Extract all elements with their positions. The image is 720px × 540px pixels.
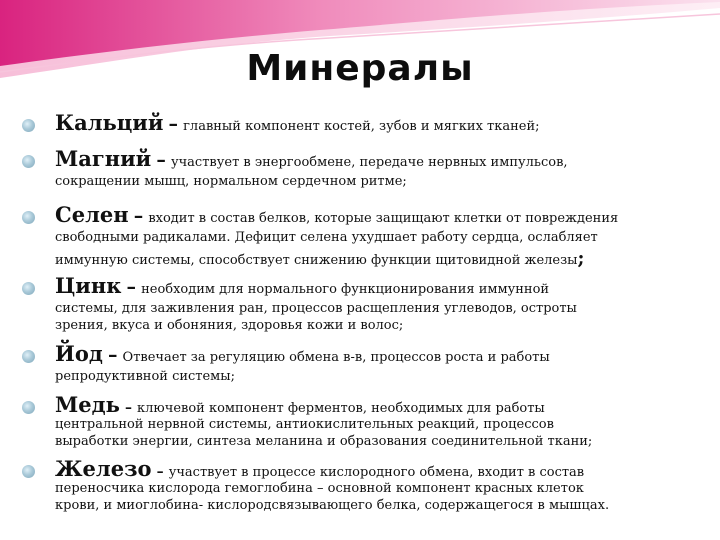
bullet-icon: [22, 465, 35, 478]
continuation-line: [55, 247, 585, 269]
mineral-description: входит в состав белков, которые защищают клетки от повреждения: [148, 211, 619, 226]
trailing-semicolon: ;: [577, 247, 585, 269]
continuation-line: переносчика кислорода гемоглобина – основной компонент красных клеток: [55, 481, 584, 496]
mineral-description: необходим для нормального функционирования иммунной: [141, 282, 550, 297]
dash: –: [133, 205, 144, 227]
item-first-line: [55, 202, 618, 227]
bullet-icon: [22, 350, 35, 363]
continuation-line: репродуктивной системы;: [55, 369, 236, 384]
continuation-line: системы, для заживления ран, процессов расщепления углеводов, остроты: [55, 301, 577, 316]
slide-title: Минералы: [246, 48, 474, 89]
item-first-line: [55, 456, 584, 481]
bullet-icon: [22, 155, 35, 168]
bullet-icon: [22, 282, 35, 295]
item-first-line: [55, 110, 540, 135]
mineral-name: Железо: [55, 456, 152, 481]
continuation-line: свободными радикалами. Дефицит селена ухудшает работу сердца, ослабляет: [55, 230, 598, 245]
mineral-name: Медь: [55, 392, 120, 417]
mineral-description: участвует в энергообмене, передаче нервных импульсов,: [170, 155, 568, 170]
continuation-line: центральной нервной системы, антиокислительных реакций, процессов: [55, 417, 554, 432]
mineral-name: Йод: [55, 341, 103, 366]
continuation-text: иммунную системы, способствует снижению функции щитовидной железы: [55, 253, 578, 268]
item-first-line: [55, 341, 550, 366]
dash: –: [126, 276, 136, 298]
mineral-description: главный компонент костей, зубов и мягких тканей;: [183, 119, 540, 134]
dash: –: [156, 464, 164, 480]
continuation-line: крови, и миоглобина- кислородсвязывающего белка, содержащегося в мышцах.: [55, 498, 610, 513]
mineral-name: Селен: [55, 202, 129, 227]
dash: –: [124, 400, 132, 416]
mineral-name: Кальций: [55, 110, 164, 135]
continuation-line: выработки энергии, синтеза меланина и образования соединительной ткани;: [55, 434, 593, 449]
mineral-description: Отвечает за регуляцию обмена в-в, процессов роста и работы: [122, 350, 550, 365]
mineral-name: Магний: [55, 146, 152, 171]
item-first-line: [55, 146, 568, 171]
item-first-line: [55, 392, 545, 417]
dash: –: [168, 113, 179, 135]
dash: –: [156, 149, 166, 171]
dash: –: [107, 344, 118, 366]
bullet-icon: [22, 401, 35, 414]
mineral-description: ключевой компонент ферментов, необходимых для работы: [137, 401, 545, 416]
mineral-name: Цинк: [55, 273, 122, 298]
item-first-line: [55, 273, 549, 298]
continuation-line: сокращении мышц, нормальном сердечном ритме;: [55, 174, 407, 189]
bullet-icon: [22, 119, 35, 132]
continuation-line: зрения, вкуса и обоняния, здоровья кожи и волос;: [55, 318, 404, 333]
mineral-description: участвует в процессе кислородного обмена, входит в состав: [168, 465, 585, 480]
bullet-icon: [22, 211, 35, 224]
